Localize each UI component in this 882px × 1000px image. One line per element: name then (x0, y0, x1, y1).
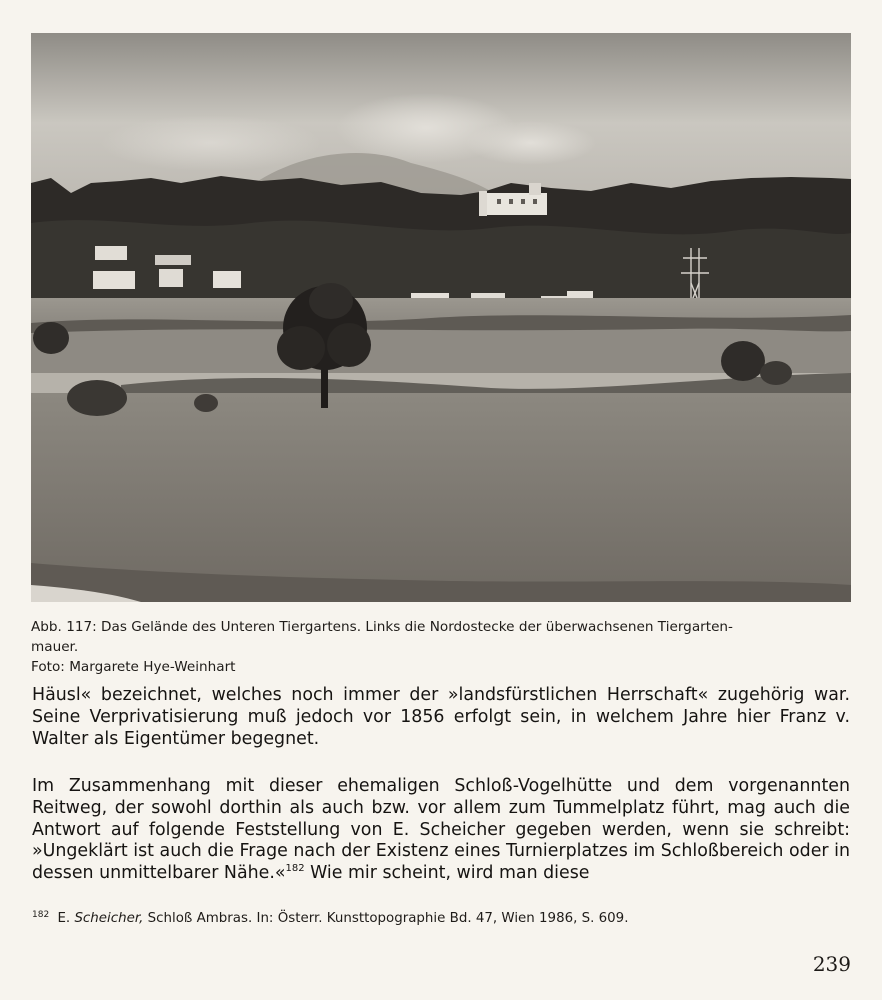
footnote-text: Schloß Ambras. In: Österr. Kunsttopographie Bd. 47, Wien 1986, S. 609. (147, 911, 629, 926)
house (213, 271, 241, 288)
photo-credit: Foto: Margarete Hye-Weinhart (31, 659, 236, 675)
house (159, 269, 183, 287)
shrub (721, 341, 765, 381)
field (31, 393, 851, 602)
castle (487, 193, 547, 215)
paragraph-tail-text: Wie mir scheint, wird man diese (304, 863, 590, 884)
paragraph-text (32, 776, 850, 887)
footnote-prefix: E. (57, 911, 71, 926)
paragraph-main-text: Im Zusammenhang mit dieser ehemaligen Schloß-Vogelhütte und dem vorgenannten Reitweg, der sowohl dorthin als auch bzw. vor allem zum Tummelplatz führt, mag auch die Antwort auf folgende Feststellung von E. Scheicher gegeben werden, wenn sie schreibt: »Ungeklärt ist auch die Frage nach der Existenz eines Turnierplatzes im Schloßbereich oder in dessen unmittelbarer Nähe.« (32, 776, 850, 884)
house (93, 271, 135, 289)
figure-caption (31, 617, 849, 677)
caption-line-2: mauer. (31, 639, 79, 655)
shrub (760, 361, 792, 385)
castle-tower (479, 191, 487, 216)
footnote-author: Scheicher, (74, 911, 144, 926)
caption-line-1: Abb. 117: Das Gelände des Unteren Tiergartens. Links die Nordostecke der überwachsenen Tiergarten- (31, 619, 733, 635)
landscape-photo (31, 33, 851, 602)
cloud (101, 115, 321, 171)
shrub (33, 322, 69, 354)
footnote (32, 910, 850, 929)
landscape-photo-illustration (31, 33, 851, 602)
paragraph-text: Häusl« bezeichnet, welches noch immer der »landsfürstlichen Herrschaft« zugehörig war. Seine Verprivatisierung muß jedoch vor 1856 erfolgt sein, in welchem Jahre hier Franz v. Walter als Eigentümer begegnet. (32, 685, 850, 749)
footnote-number: 182 (32, 910, 50, 920)
body-paragraph-2 (32, 776, 850, 887)
body-paragraph-1 (32, 685, 850, 750)
footnote-reference[interactable]: 182 (285, 863, 305, 875)
cloud (466, 121, 596, 165)
shrub (194, 394, 218, 412)
shrub (67, 380, 127, 416)
page-number: 239 (812, 952, 851, 976)
castle-tower (529, 183, 541, 195)
house (155, 255, 191, 265)
house (95, 246, 127, 260)
